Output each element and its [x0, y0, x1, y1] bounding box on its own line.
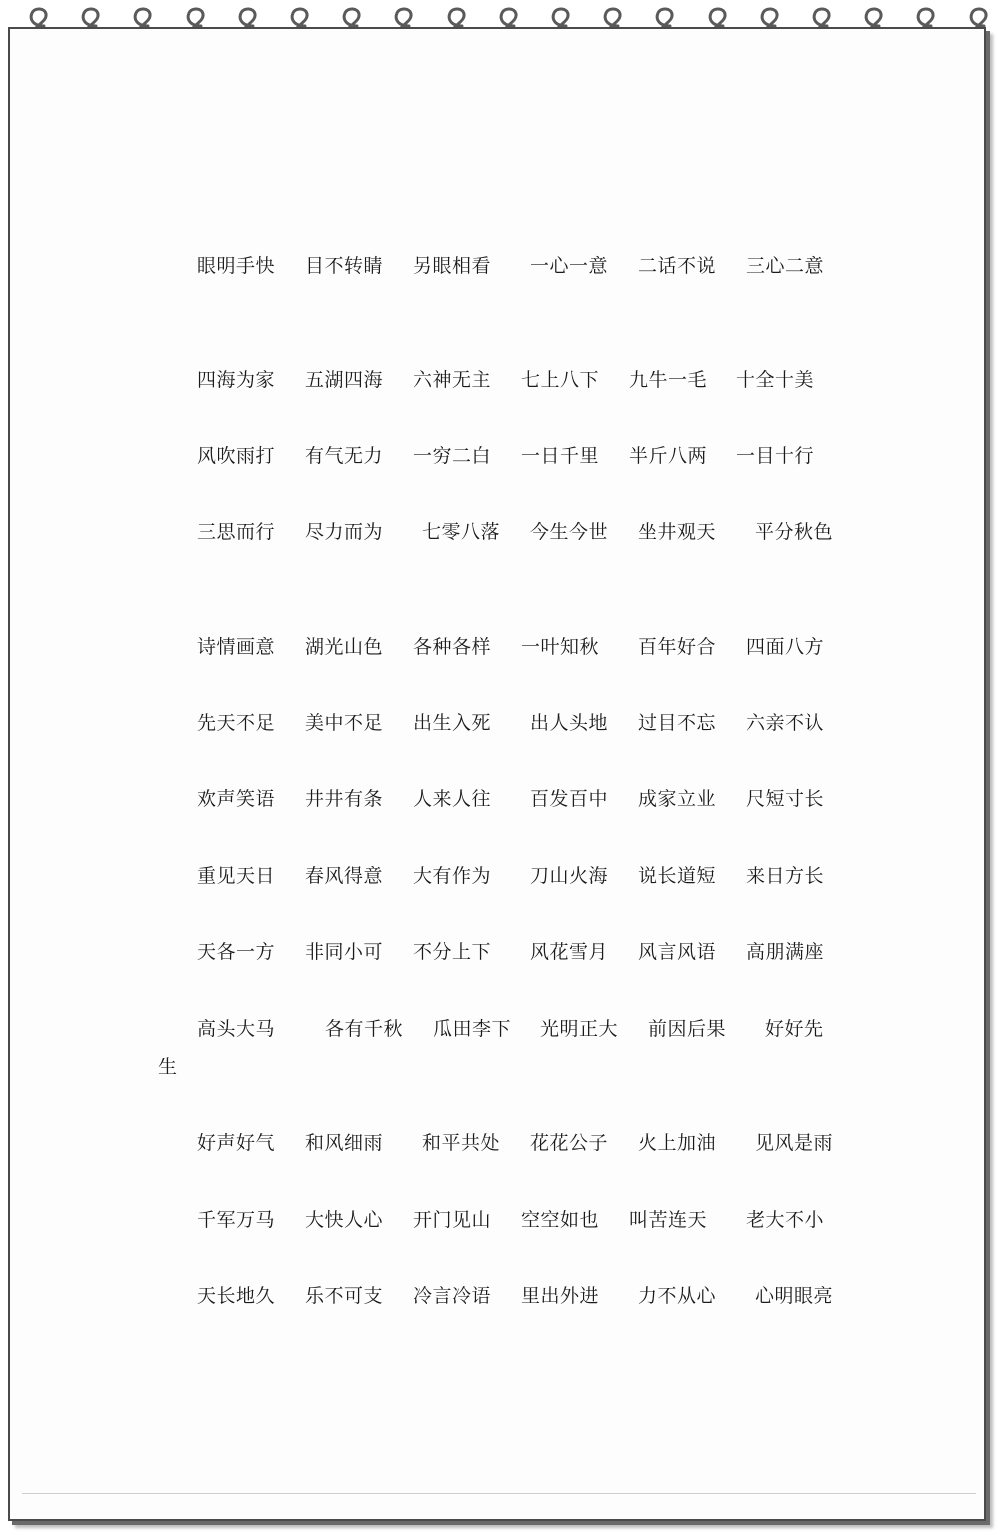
idiom-item: 老大不小 [746, 1209, 825, 1231]
idiom-item: 力不从心 [638, 1285, 717, 1307]
idiom-item: 重见天日 [197, 865, 276, 887]
idiom-item: 六神无主 [413, 369, 492, 391]
idiom-item: 风言风语 [638, 941, 717, 963]
idiom-item: 坐井观天 [638, 521, 717, 543]
idiom-item: 大有作为 [413, 865, 492, 887]
idiom-item: 一穷二白 [413, 445, 492, 467]
idiom-item: 里出外进 [521, 1285, 600, 1307]
idiom-item: 各有千秋 [325, 1018, 404, 1040]
idiom-item: 和平共处 [422, 1132, 501, 1154]
idiom-item: 百发百中 [530, 788, 609, 810]
idiom-item: 一目十行 [736, 445, 815, 467]
idiom-item: 心明眼亮 [755, 1285, 834, 1307]
idiom-item: 风吹雨打 [197, 445, 276, 467]
idiom-item: 十全十美 [736, 369, 815, 391]
idiom-item: 见风是雨 [755, 1132, 834, 1154]
wrapped-character: 生 [158, 1056, 178, 1078]
idiom-item: 前因后果 [648, 1018, 727, 1040]
idiom-item: 高朋满座 [746, 941, 825, 963]
idiom-item: 火上加油 [638, 1132, 717, 1154]
idiom-item: 今生今世 [530, 521, 609, 543]
idiom-item: 百年好合 [638, 636, 717, 658]
idiom-item: 天各一方 [197, 941, 276, 963]
idiom-item: 先天不足 [197, 712, 276, 734]
idiom-item: 高头大马 [197, 1018, 276, 1040]
idiom-item: 另眼相看 [413, 255, 492, 277]
idiom-item: 尺短寸长 [746, 788, 825, 810]
idiom-item: 叫苦连天 [629, 1209, 708, 1231]
idiom-item: 出人头地 [530, 712, 609, 734]
idiom-item: 人来人往 [413, 788, 492, 810]
idiom-item: 说长道短 [638, 865, 717, 887]
idiom-item: 尽力而为 [305, 521, 384, 543]
idiom-item: 非同小可 [305, 941, 384, 963]
idiom-item: 欢声笑语 [197, 788, 276, 810]
idiom-item: 五湖四海 [305, 369, 384, 391]
idiom-item: 七上八下 [521, 369, 600, 391]
idiom-item: 平分秋色 [755, 521, 834, 543]
idiom-item: 乐不可支 [305, 1285, 384, 1307]
idiom-item: 四海为家 [197, 369, 276, 391]
idiom-item: 花花公子 [530, 1132, 609, 1154]
idiom-item: 冷言冷语 [413, 1285, 492, 1307]
idiom-item: 美中不足 [305, 712, 384, 734]
idiom-item: 来日方长 [746, 865, 825, 887]
idiom-item: 刀山火海 [530, 865, 609, 887]
idiom-item: 三思而行 [197, 521, 276, 543]
idiom-item: 不分上下 [413, 941, 492, 963]
idiom-item: 七零八落 [422, 521, 501, 543]
idiom-item: 一叶知秋 [521, 636, 600, 658]
idiom-item: 一心一意 [530, 255, 609, 277]
idiom-item: 一日千里 [521, 445, 600, 467]
idiom-item: 风花雪月 [530, 941, 609, 963]
idiom-item: 出生入死 [413, 712, 492, 734]
idiom-item: 过目不忘 [638, 712, 717, 734]
idiom-item: 井井有条 [305, 788, 384, 810]
idiom-item: 春风得意 [305, 865, 384, 887]
idiom-item: 好声好气 [197, 1132, 276, 1154]
idiom-item: 千军万马 [197, 1209, 276, 1231]
idiom-item: 好好先 [765, 1018, 824, 1040]
idiom-item: 有气无力 [305, 445, 384, 467]
idiom-item: 天长地久 [197, 1285, 276, 1307]
idiom-item: 各种各样 [413, 636, 492, 658]
idiom-item: 湖光山色 [305, 636, 384, 658]
idiom-item: 半斤八两 [629, 445, 708, 467]
idiom-item: 三心二意 [746, 255, 825, 277]
idiom-item: 瓜田李下 [433, 1018, 512, 1040]
idiom-item: 九牛一毛 [629, 369, 708, 391]
idiom-item: 空空如也 [521, 1209, 600, 1231]
idiom-item: 眼明手快 [197, 255, 276, 277]
idiom-item: 四面八方 [746, 636, 825, 658]
idiom-item: 大快人心 [305, 1209, 384, 1231]
idiom-item: 光明正大 [540, 1018, 619, 1040]
idiom-item: 诗情画意 [197, 636, 276, 658]
idiom-item: 二话不说 [638, 255, 717, 277]
idiom-item: 开门见山 [413, 1209, 492, 1231]
idiom-item: 六亲不认 [746, 712, 825, 734]
idiom-item: 成家立业 [638, 788, 717, 810]
idiom-item: 目不转睛 [305, 255, 384, 277]
idiom-item: 和风细雨 [305, 1132, 384, 1154]
